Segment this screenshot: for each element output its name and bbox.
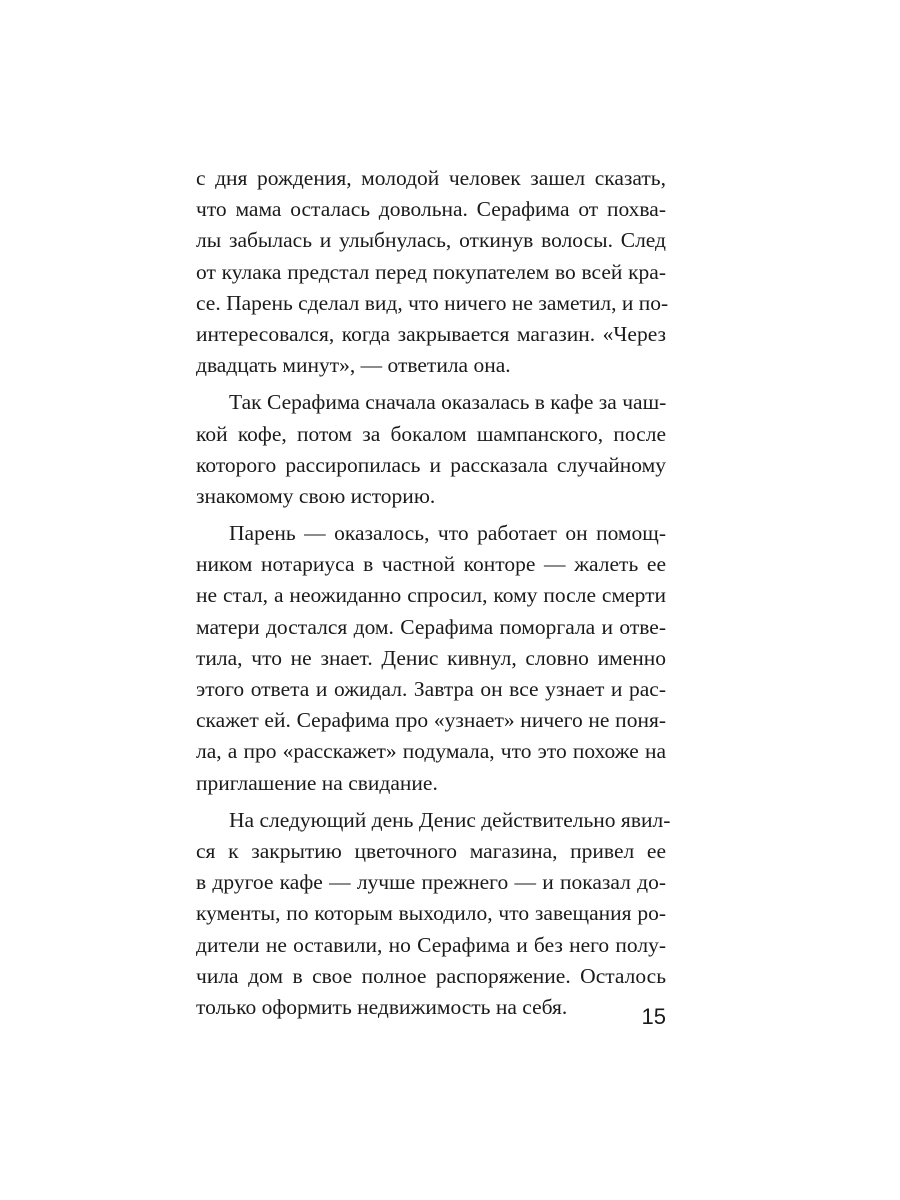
text-line: знакомому свою историю. — [196, 483, 436, 508]
text-line: этого ответа и ожидал. Завтра он все узнает и рас- — [196, 677, 666, 701]
text-line: в другое кафе — лучше прежнего — и показал до- — [196, 870, 666, 895]
text-line: интересовался, когда закрывается магазин. «Через — [196, 321, 666, 346]
text-line: от кулака предстал перед покупателем во всей кра- — [196, 259, 666, 284]
text-line: которого рассиропилась и рассказала случайному — [196, 452, 666, 477]
text-line: кой кофе, потом за бокалом шампанского, после — [196, 421, 666, 446]
text-line: двадцать минут», — ответила она. — [196, 353, 511, 378]
text-line: кументы, по которым выходило, что завещания ро- — [196, 901, 666, 926]
text-line: ся к закрытию цветочного магазина, привел ее — [196, 838, 666, 863]
text-line: дители не оставили, но Серафима и без него полу- — [196, 932, 666, 957]
body-text — [196, 163, 671, 1023]
text-line: се. Парень сделал вид, что ничего не заметил, и по- — [196, 290, 669, 315]
text-line: только оформить недвижимость на себя. — [196, 994, 568, 1019]
text-line: скажет ей. Серафима про «узнает» ничего не поня- — [196, 708, 666, 733]
text-line: ником нотариуса в частной конторе — жалеть ее — [196, 552, 666, 577]
text-line: не стал, а неожиданно спросил, кому после смерти — [196, 583, 666, 608]
text-line: ла, а про «расскажет» подумала, что это похоже на — [196, 739, 666, 764]
text-line: тила, что не знает. Денис кивнул, словно именно — [196, 645, 666, 670]
text-line: чила дом в свое полное распоряжение. Осталось — [196, 963, 666, 988]
page-number: 15 — [641, 1004, 666, 1029]
text-line: лы забылась и улыбнулась, откинув волосы. След — [196, 228, 666, 253]
text-line: матери достался дом. Серафима поморгала и отве- — [196, 614, 666, 639]
text-line: что мама осталась довольна. Серафима от похва- — [196, 197, 666, 222]
text-line: приглашение на свидание. — [196, 770, 438, 795]
text-line: Парень — оказалось, что работает он помощ- — [229, 521, 666, 546]
text-line: На следующий день Денис действительно явил- — [229, 807, 671, 832]
text-line: с дня рождения, молодой человек зашел сказать, — [196, 166, 666, 190]
text-line: Так Серафима сначала оказалась в кафе за чаш- — [229, 390, 667, 415]
